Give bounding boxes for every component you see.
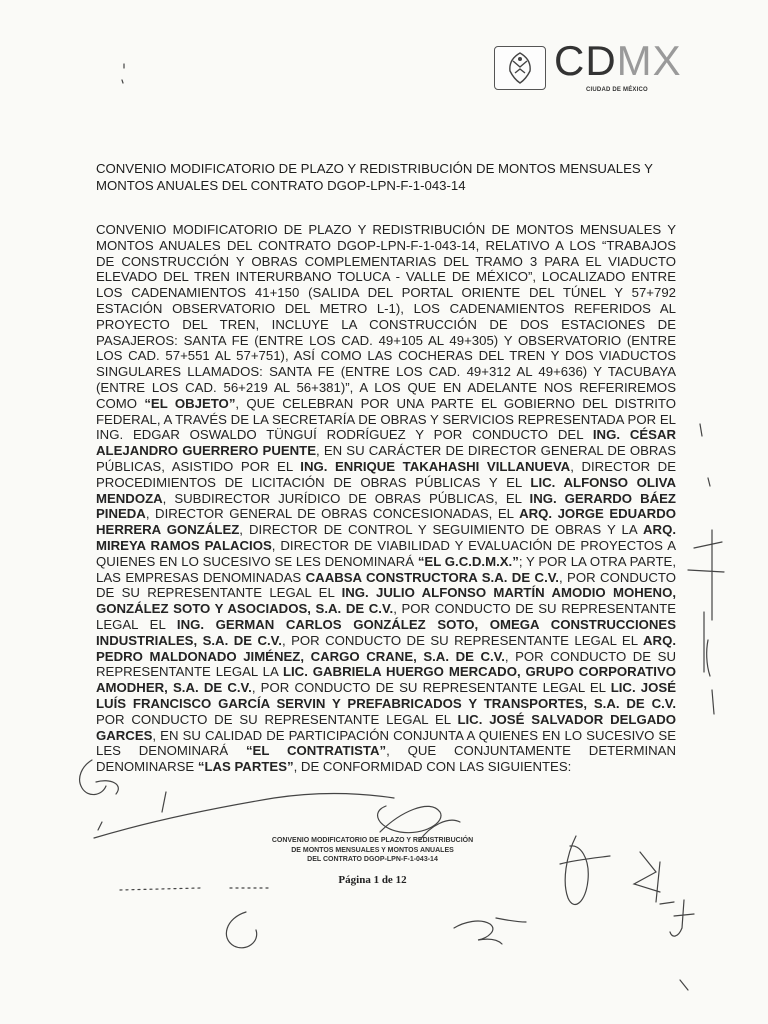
body-emphasis: ARQ. PEDRO MALDONADO JIMÉNEZ, CARGO CRANE, S.A. DE C.V. [96,632,676,664]
body-emphasis: ING. ENRIQUE TAKAHASHI VILLANUEVA [300,458,571,474]
body-text-run: , DIRECTOR DE VIABILIDAD Y EVALUACIÓN DE PROYECTOS A QUIENES EN LO SUCESIVO SE LES DENOMINARÁ [96,537,676,569]
body-emphasis: “EL G.C.D.M.X.” [417,553,519,569]
body-text-run: , SUBDIRECTOR JURÍDICO DE OBRAS PÚBLICAS, EL [162,490,530,506]
body-text-run: CONVENIO MODIFICATORIO DE PLAZO Y REDISTRIBUCIÓN DE MONTOS MENSUALES Y MONTOS ANUALES DEL CONTRATO DGOP-LPN-F-1-043-14, RELATIVO A LOS “TRABAJOS DE CONSTRUCCIÓN Y OBRAS COMPLEMENTARIAS DEL TRAMO 3 PARA EL VIADUCTO ELEVADO DEL TREN INTERURBANO TOLUCA - VALLE DE MÉXICO”, LOCALIZADO ENTRE LOS CADENAMIENTOS 41+150 (SALIDA DEL PORTAL ORIENTE DEL TÚNEL Y 57+792 ESTACIÓN OBSERVATORIO DEL METRO L-1), LOS CADENAMIENTOS REFERIDOS AL PROYECTO DEL TREN, INCLUYE LA CONSTRUCCIÓN DE DOS ESTACIONES DE PASAJEROS: SANTA FE (ENTRE LOS CAD. 49+105 AL 49+305) Y OBSERVATORIO (ENTRE LOS CAD. 57+551 AL 57+751), ASÍ COMO LAS COCHERAS DEL TREN Y DOS VIADUCTOS SINGULARES LLAMADOS: SANTA FE (ENTRE LOS CAD. 49+312 AL 49+636) Y TACUBAYA (ENTRE LOS CAD. 56+219 AL 56+381)”, A LOS QUE EN ADELANTE NOS REFERIREMOS COMO [96,222,676,411]
body-emphasis: “LAS PARTES” [197,759,294,775]
body-emphasis: ARQ. MIREYA RAMOS PALACIOS [96,522,676,553]
body-text-run: , POR CONDUCTO DE SU REPRESENTANTE LEGAL EL [251,680,611,696]
body-emphasis: ING. CÉSAR ALEJANDRO GUERRERO PUENTE [96,427,676,459]
logo-subtitle: CIUDAD DE MÉXICO [586,87,648,93]
logo-wordmark: CDMX [554,37,682,84]
body-emphasis: CAABSA CONSTRUCTORA S.A. DE C.V. [305,569,559,585]
body-text-run: , QUE CONJUNTAMENTE DETERMINAN DENOMINARSE [96,743,676,775]
body-text-run: , EN SU CARÁCTER DE DIRECTOR GENERAL DE OBRAS PÚBLICAS, ASISTIDO POR EL [96,443,676,474]
body-text-run: , DIRECTOR DE PROCEDIMIENTOS DE LICITACIÓN DE OBRAS PÚBLICAS Y EL [96,458,677,490]
body-text-run: , POR CONDUCTO DE SU REPRESENTANTE LEGAL EL [96,569,677,601]
body-emphasis: ING. GERARDO BÁEZ PINEDA [96,490,676,522]
body-text-run: , DIRECTOR GENERAL DE OBRAS CONCESIONADAS, EL [145,506,520,522]
body-emphasis: ARQ. JORGE EDUARDO HERRERA GONZÁLEZ [96,506,676,538]
body-text-run: , POR CONDUCTO DE SU REPRESENTANTE LEGAL EL [281,632,644,648]
document-title: CONVENIO MODIFICATORIO DE PLAZO Y REDISTRIBUCIÓN DE MONTOS MENSUALES Y MONTOS ANUALES DEL CONTRATO DGOP-LPN-F-1-043-14 [96,161,653,193]
body-text-run: , EN SU CALIDAD DE PARTICIPACIÓN CONJUNTA A QUIENES EN LO SUCESIVO SE LES DENOMINARÁ [96,727,676,759]
body-emphasis: ING. JULIO ALFONSO MARTÍN AMODIO MOHENO, GONZÁLEZ SOTO Y ASOCIADOS, S.A. DE C.V. [96,585,676,617]
body-text-run: , QUE CELEBRAN POR UNA PARTE EL GOBIERNO DEL DISTRITO FEDERAL, A TRAVÉS DE LA SECRETARÍA DE OBRAS Y SERVICIOS REPRESENTADA POR EL ING. EDGAR OSWALDO TÜNGUÍ RODRÍGUEZ Y POR CONDUCTO DEL [96,395,676,443]
body-emphasis: ING. GERMAN CARLOS GONZÁLEZ SOTO, OMEGA CONSTRUCCIONES INDUSTRIALES, S.A. DE C.V. [96,616,676,648]
body-text-run: POR CONDUCTO DE SU REPRESENTANTE LEGAL EL [96,711,458,727]
body-text-run: , POR CONDUCTO DE SU REPRESENTANTE LEGAL EL [96,601,676,632]
body-emphasis: LIC. JOSÉ LUÍS FRANCISCO GARCÍA SERVIN Y PREFABRICADOS Y TRANSPORTES, S.A. DE C.V. [96,680,676,711]
body-emphasis: LIC. JOSÉ SALVADOR DELGADO GARCES [96,711,677,743]
body-emphasis: “EL OBJETO” [144,395,236,411]
body-emphasis: LIC. GABRIELA HUERGO MERCADO, GRUPO CORPORATIVO AMODHER, S.A. DE C.V. [96,664,676,696]
body-emphasis: LIC. ALFONSO OLIVA MENDOZA [96,474,676,506]
footer-line: DE MONTOS MENSUALES Y MONTOS ANUALES [291,846,454,854]
body-text-run: , POR CONDUCTO DE SU REPRESENTANTE LEGAL LA [96,648,676,680]
footer-line: CONVENIO MODIFICATORIO DE PLAZO Y REDISTRIBUCIÓN [271,837,474,844]
body-text-run: , DIRECTOR DE CONTROL Y SEGUIMIENTO DE OBRAS Y LA [239,522,644,538]
footer-line: DEL CONTRATO DGOP-LPN-F-1-043-14 [307,856,438,863]
body-emphasis: “EL CONTRATISTA” [245,743,387,759]
body-text-run: , DE CONFORMIDAD CON LAS SIGUIENTES: [293,759,572,775]
body-text-run: ; Y POR LA OTRA PARTE, LAS EMPRESAS DENOMINADAS [96,553,677,585]
page-number: Página 1 de 12 [338,874,407,886]
